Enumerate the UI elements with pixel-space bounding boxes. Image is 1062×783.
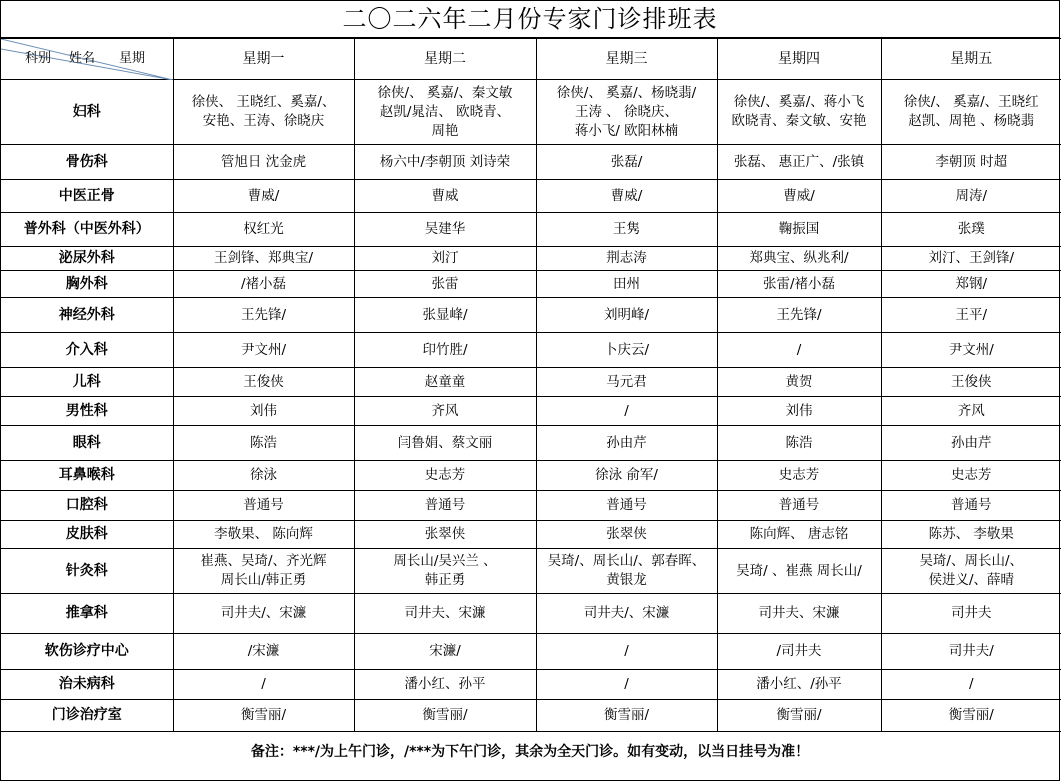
doctor-names: 黄贺 (785, 373, 813, 390)
doctor-names: 王俊侠 (951, 373, 992, 390)
doctor-cell (881, 491, 1061, 521)
doctor-names: 曹威/ (610, 187, 643, 204)
doctor-names: 郑典宝、纵兆利/ (749, 250, 849, 266)
doctor-cell (717, 213, 881, 247)
doctor-names: /司井夫 (776, 643, 822, 659)
doctor-names: 曹威/ (783, 187, 815, 204)
doctor-names: 刘汀 (431, 250, 459, 266)
doctor-names: /褚小磊 (240, 275, 287, 292)
doctor-names: 司井夫/ (948, 643, 994, 659)
doctor-cell (354, 333, 536, 368)
doctor-names: 齐风 (431, 402, 459, 419)
department-cell: 胸外科 (1, 271, 173, 298)
doctor-cell (354, 368, 536, 397)
doctor-names: 马元君 (606, 373, 647, 390)
footnote: 备注：***/为上午门诊，/***为下午门诊，其余为全天门诊。如有变动，以当日挂号为准！ (250, 744, 810, 760)
doctor-names: 周涛/ (955, 187, 988, 204)
doctor-names: 宋濂/ (429, 643, 461, 659)
doctor-cell (354, 670, 536, 700)
doctor-names: 衡雪丽/ (422, 707, 468, 723)
doctor-names: 衡雪丽/ (776, 707, 822, 723)
doctor-cell (173, 213, 354, 247)
doctor-names: 普通号 (951, 497, 992, 513)
doctor-names: 赵童童 (424, 373, 466, 390)
doctor-names: 司井夫 (951, 605, 992, 621)
doctor-cell (881, 700, 1061, 732)
doctor-names: / (624, 643, 629, 659)
doctor-cell (881, 368, 1061, 397)
doctor-cell (881, 298, 1061, 333)
department-cell: 中医正骨 (1, 180, 173, 213)
doctor-names: 尹文州/ (948, 341, 994, 358)
doctor-cell (173, 180, 354, 213)
department-cell: 男性科 (1, 397, 173, 426)
doctor-cell (173, 634, 354, 670)
doctor-names: 吴琦/ 、崔燕 周长山/ (736, 562, 862, 579)
doctor-cell (536, 80, 717, 145)
doctor-names: 尹文州/ (240, 341, 287, 358)
doctor-cell (881, 213, 1061, 247)
schedule-row (1, 491, 1061, 521)
doctor-names: 陈向辉、 唐志铭 (749, 526, 849, 542)
department-cell: 普外科（中医外科） (1, 213, 173, 247)
doctor-cell (173, 397, 354, 426)
schedule-row (1, 271, 1061, 298)
department-cell: 眼科 (1, 426, 173, 461)
department-cell: 口腔科 (1, 491, 173, 521)
doctor-names: 徐侠/、 奚嘉/、王晓红 赵凯、周艳 、杨晓翡 (903, 94, 1039, 129)
schedule-row (1, 594, 1061, 634)
schedule-row (1, 521, 1061, 549)
doctor-cell (717, 491, 881, 521)
doctor-names: 曹威/ (247, 187, 280, 204)
doctor-names: 吴琦/、周长山/、郭春晖、 黄银龙 (547, 553, 706, 588)
schedule-row (1, 333, 1061, 368)
doctor-cell (717, 368, 881, 397)
doctor-names: 司井夫/、宋濂 (220, 605, 307, 621)
schedule-row (1, 549, 1061, 594)
schedule-row (1, 461, 1061, 491)
doctor-cell (717, 426, 881, 461)
department-cell: 骨伤科 (1, 145, 173, 180)
department-cell: 神经外科 (1, 298, 173, 333)
doctor-cell (173, 145, 354, 180)
doctor-names: 徐侠、 王晓红、奚嘉/、 安艳、王涛、徐晓庆 (191, 94, 336, 129)
doctor-names: 刘汀、王剑锋/ (928, 250, 1015, 266)
doctor-cell (881, 180, 1061, 213)
doctor-names: 吴建华 (424, 221, 466, 237)
doctor-cell (354, 491, 536, 521)
schedule-row (1, 368, 1061, 397)
doctor-names: 张璞 (957, 221, 985, 237)
doctor-cell (536, 461, 717, 491)
doctor-cell (536, 180, 717, 213)
doctor-cell (354, 298, 536, 333)
doctor-cell (173, 368, 354, 397)
doctor-cell (881, 634, 1061, 670)
doctor-names: 曹威 (431, 187, 459, 204)
doctor-cell (881, 271, 1061, 298)
doctor-names: 陈浩 (250, 434, 277, 451)
doctor-names: 王平/ (955, 306, 988, 323)
department-cell: 推拿科 (1, 594, 173, 634)
department-cell: 软伤诊疗中心 (1, 634, 173, 670)
doctor-cell (881, 397, 1061, 426)
doctor-names: 徐泳 俞军/ (595, 467, 658, 483)
doctor-cell (173, 521, 354, 549)
doctor-cell (536, 491, 717, 521)
doctor-cell (717, 700, 881, 732)
doctor-names: 王先锋/ (776, 306, 822, 323)
doctor-cell (173, 491, 354, 521)
doctor-names: / (624, 402, 629, 419)
doctor-cell (354, 549, 536, 594)
doctor-cell (354, 80, 536, 145)
doctor-names: 徐泳 (250, 467, 277, 483)
schedule-row (1, 298, 1061, 333)
doctor-cell (536, 298, 717, 333)
doctor-cell (717, 298, 881, 333)
page-title: 二〇二六年二月份专家门诊排班表 (1, 1, 1059, 38)
corner-header-cell (1, 39, 173, 80)
doctor-names: 徐侠/、 奚嘉/、秦文敏 赵凯/晁洁、 欧晓青、 周艳 (377, 84, 513, 139)
header-row (1, 39, 1061, 80)
schedule-row (1, 397, 1061, 426)
doctor-cell (881, 670, 1061, 700)
doctor-cell (354, 700, 536, 732)
doctor-cell (536, 521, 717, 549)
schedule-table (1, 38, 1061, 732)
doctor-names: / (261, 676, 266, 692)
doctor-names: 张显峰/ (422, 306, 468, 323)
doctor-names: 闫鲁娟、蔡文丽 (397, 434, 493, 451)
doctor-cell (354, 397, 536, 426)
doctor-cell (173, 247, 354, 271)
day-header: 星期四 (717, 39, 881, 80)
doctor-cell (173, 461, 354, 491)
doctor-cell (536, 271, 717, 298)
doctor-names: 崔燕、吴琦/、齐光辉 周长山/韩正勇 (200, 553, 327, 588)
doctor-cell (173, 670, 354, 700)
doctor-names: 吴琦/、周长山/、 侯进义/、薛晴 (919, 553, 1024, 588)
doctor-names: 孙由芹 (951, 434, 992, 451)
department-cell: 治未病科 (1, 670, 173, 700)
doctor-names: 田州 (613, 275, 640, 292)
doctor-names: 王剑锋、郑典宝/ (213, 250, 314, 266)
doctor-cell (881, 594, 1061, 634)
doctor-names: 刘伟 (250, 402, 277, 419)
doctor-names: 普通号 (606, 497, 647, 513)
doctor-names: 张磊/ (610, 153, 643, 170)
doctor-names: 衡雪丽/ (948, 707, 994, 723)
doctor-cell (717, 634, 881, 670)
schedule-row (1, 700, 1061, 732)
doctor-names: 张雷/褚小磊 (762, 275, 836, 292)
doctor-cell (536, 634, 717, 670)
doctor-names: 李敬果、 陈向辉 (214, 526, 313, 542)
department-cell: 介入科 (1, 333, 173, 368)
doctor-names: 司井夫、宋濂 (404, 605, 486, 621)
doctor-cell (536, 426, 717, 461)
doctor-names: 衡雪丽/ (240, 707, 287, 723)
doctor-cell (536, 145, 717, 180)
doctor-cell (536, 594, 717, 634)
doctor-cell (354, 634, 536, 670)
doctor-names: 卜庆云/ (603, 341, 650, 358)
day-header: 星期三 (536, 39, 717, 80)
doctor-names: 王俊侠 (243, 373, 284, 390)
doctor-cell (881, 549, 1061, 594)
doctor-cell (881, 426, 1061, 461)
doctor-cell (881, 521, 1061, 549)
doctor-cell (536, 213, 717, 247)
doctor-names: 普通号 (778, 497, 820, 513)
doctor-names: 陈浩 (785, 434, 813, 451)
doctor-names: 刘明峰/ (603, 306, 650, 323)
schedule-row (1, 80, 1061, 145)
corner-label-dept: 科别 (25, 51, 52, 66)
doctor-names: 荆志涛 (606, 250, 647, 266)
doctor-names: 管旭日 沈金虎 (220, 153, 307, 170)
doctor-names: / (624, 676, 629, 692)
doctor-cell (173, 80, 354, 145)
doctor-cell (881, 333, 1061, 368)
doctor-cell (717, 180, 881, 213)
doctor-names: 鞠振国 (778, 221, 820, 237)
doctor-cell (881, 145, 1061, 180)
doctor-cell (354, 461, 536, 491)
doctor-cell (536, 700, 717, 732)
doctor-cell (717, 461, 881, 491)
doctor-cell (173, 271, 354, 298)
doctor-names: 史志芳 (951, 467, 992, 483)
doctor-cell (717, 397, 881, 426)
doctor-cell (354, 594, 536, 634)
doctor-cell (173, 594, 354, 634)
doctor-cell (717, 521, 881, 549)
doctor-names: 史志芳 (778, 467, 820, 483)
doctor-cell (173, 298, 354, 333)
doctor-cell (536, 549, 717, 594)
doctor-cell (354, 426, 536, 461)
department-cell: 门诊治疗室 (1, 700, 173, 732)
department-cell: 泌尿外科 (1, 247, 173, 271)
department-cell: 耳鼻喉科 (1, 461, 173, 491)
doctor-cell (717, 549, 881, 594)
schedule-row (1, 213, 1061, 247)
doctor-cell (536, 397, 717, 426)
doctor-names: 刘伟 (785, 402, 813, 419)
day-header: 星期二 (354, 39, 536, 80)
doctor-cell (536, 670, 717, 700)
doctor-names: 齐风 (957, 402, 985, 419)
corner-label-weekday: 星期 (119, 51, 146, 66)
doctor-cell (717, 80, 881, 145)
doctor-names: 杨六中/李朝顶 刘诗荣 (379, 153, 511, 170)
doctor-cell (881, 80, 1061, 145)
schedule-row (1, 670, 1061, 700)
doctor-names: 李朝顶 时超 (935, 153, 1008, 170)
doctor-cell (881, 461, 1061, 491)
schedule-row (1, 145, 1061, 180)
doctor-names: / (796, 341, 802, 358)
doctor-names: 衡雪丽/ (603, 707, 650, 723)
doctor-cell (536, 333, 717, 368)
doctor-cell (173, 549, 354, 594)
doctor-cell (717, 145, 881, 180)
doctor-names: 陈苏、 李敬果 (928, 526, 1014, 542)
doctor-names: 张磊、 惠正广、/张镇 (733, 153, 865, 170)
doctor-cell (881, 247, 1061, 271)
doctor-names: 史志芳 (424, 467, 466, 483)
doctor-names: /宋濂 (247, 643, 280, 659)
doctor-cell (354, 271, 536, 298)
doctor-cell (717, 247, 881, 271)
doctor-cell (354, 213, 536, 247)
department-cell: 妇科 (1, 80, 173, 145)
doctor-names: 王隽 (613, 221, 640, 237)
day-header: 星期五 (881, 39, 1061, 80)
doctor-names: 张雷 (431, 275, 459, 292)
department-cell: 儿科 (1, 368, 173, 397)
doctor-names: 普通号 (243, 497, 284, 513)
day-header: 星期一 (173, 39, 354, 80)
doctor-names: 普通号 (424, 497, 466, 513)
doctor-names: 徐侠/、奚嘉/、蒋小飞 欧晓青、秦文敏、安艳 (731, 94, 867, 129)
doctor-cell (173, 700, 354, 732)
doctor-cell (536, 368, 717, 397)
doctor-cell (354, 145, 536, 180)
corner-label-name: 姓名 (69, 51, 96, 66)
doctor-names: 张翠侠 (424, 526, 466, 542)
doctor-cell (536, 247, 717, 271)
schedule-row (1, 247, 1061, 271)
doctor-cell (717, 594, 881, 634)
doctor-names: 王先锋/ (240, 306, 287, 323)
doctor-cell (173, 426, 354, 461)
doctor-cell (173, 333, 354, 368)
doctor-names: 印竹胜/ (422, 341, 468, 358)
doctor-names: 孙由芹 (606, 434, 647, 451)
doctor-names: 潘小红、孙平 (404, 676, 486, 692)
doctor-cell (717, 333, 881, 368)
doctor-cell (717, 271, 881, 298)
doctor-names: 徐侠/、 奚嘉/、杨晓翡/ 王涛 、 徐晓庆、 蒋小飞/ 欧阳林楠 (556, 84, 697, 139)
department-cell: 皮肤科 (1, 521, 173, 549)
doctor-names: / (968, 676, 974, 692)
schedule-row (1, 180, 1061, 213)
doctor-cell (717, 670, 881, 700)
doctor-names: 周长山/吴兴兰 、 韩正勇 (393, 553, 497, 588)
doctor-cell (354, 247, 536, 271)
doctor-names: 司井夫、宋濂 (758, 605, 840, 621)
doctor-names: 权红光 (243, 221, 284, 237)
department-cell: 针灸科 (1, 549, 173, 594)
doctor-cell (354, 180, 536, 213)
doctor-names: 司井夫/、宋濂 (583, 605, 670, 621)
doctor-names: 郑钢/ (955, 275, 988, 292)
doctor-names: 潘小红、/孙平 (756, 676, 842, 692)
schedule-row (1, 634, 1061, 670)
schedule-row (1, 426, 1061, 461)
doctor-cell (354, 521, 536, 549)
doctor-names: 张翠侠 (606, 526, 647, 542)
